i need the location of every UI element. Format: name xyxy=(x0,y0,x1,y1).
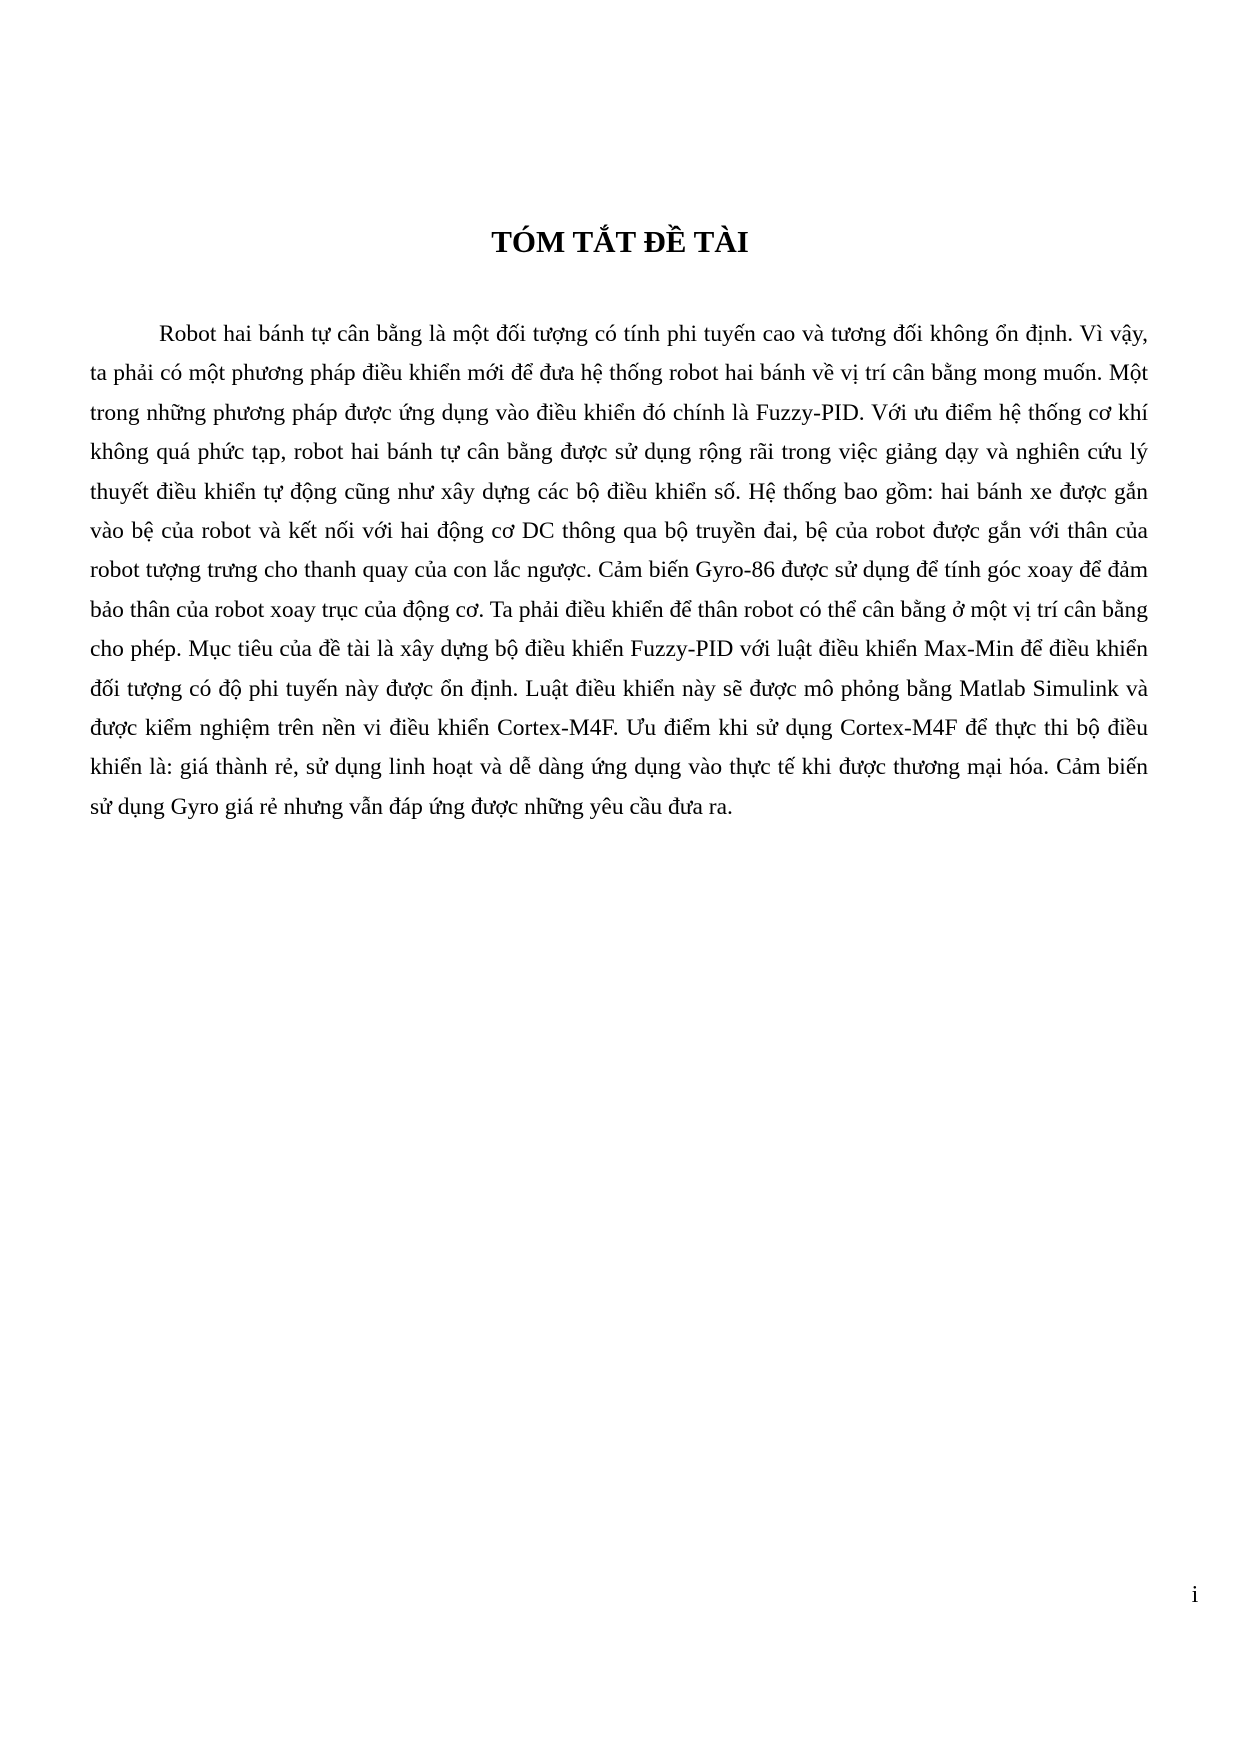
page-title: TÓM TẮT ĐỀ TÀI xyxy=(491,224,749,259)
abstract-paragraph: Robot hai bánh tự cân bằng là một đối tượng có tính phi tuyến cao và tương đối không ổn định. Vì vậy, ta phải có một phương pháp điều khiển mới để đưa hệ thống robot hai bánh về vị trí cân bằng mong muốn. Một trong những phương pháp được ứng dụng vào điều khiển đó chính là Fuzzy-PID. Với ưu điểm hệ thống cơ khí không quá phức tạp, robot hai bánh tự cân bằng được sử dụng rộng rãi trong việc giảng dạy và nghiên cứu lý thuyết điều khiển tự động cũng như xây dựng các bộ điều khiển số. Hệ thống bao gồm: hai bánh xe được gắn vào bệ của robot và kết nối với hai động cơ DC thông qua bộ truyền đai, bệ của robot được gắn với thân của robot tượng trưng cho thanh quay của con lắc ngược. Cảm biến Gyro-86 được sử dụng để tính góc xoay để đảm bảo thân của robot xoay trục của động cơ. Ta phải điều khiển để thân robot có thể cân bằng ở một vị trí cân bằng cho phép. Mục tiêu của đề tài là xây dựng bộ điều khiển Fuzzy-PID với luật điều khiển Max-Min để điều khiển đối tượng có độ phi tuyến này được ổn định. Luật điều khiển này sẽ được mô phỏng bằng Matlab Simulink và được kiểm nghiệm trên nền vi điều khiển Cortex-M4F. Ưu điểm khi sử dụng Cortex-M4F để thực thi bộ điều khiển là: giá thành rẻ, sử dụng linh hoạt và dễ dàng ứng dụng vào thực tế khi được thương mại hóa. Cảm biến sử dụng Gyro giá rẻ nhưng vẫn đáp ứng được những yêu cầu đưa ra. xyxy=(90,321,1148,820)
page-number: i xyxy=(1191,1582,1199,1608)
